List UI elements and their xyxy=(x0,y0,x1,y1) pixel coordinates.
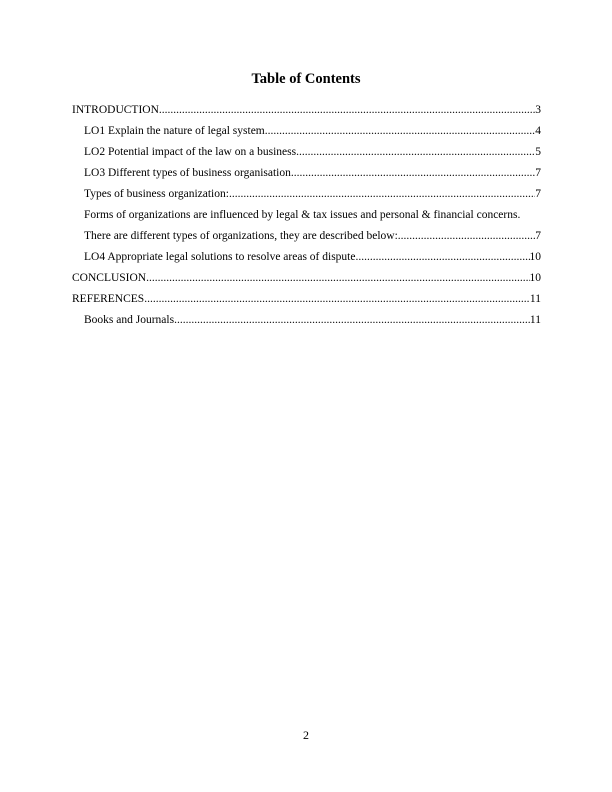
toc-entry-page: 5 xyxy=(535,146,541,158)
toc-entry-lo3[interactable] xyxy=(72,163,541,184)
toc-entry-label: LO1 Explain the nature of legal system xyxy=(84,125,265,137)
toc-dot-leader xyxy=(398,226,535,247)
toc-entry-forms-of-organizations[interactable] xyxy=(72,205,541,226)
toc-list xyxy=(72,100,541,331)
toc-entry-label: Books and Journals xyxy=(84,314,175,326)
toc-entry-page: 11 xyxy=(529,314,541,326)
toc-entry-page: 7 xyxy=(535,167,541,179)
toc-dot-leader xyxy=(159,100,535,121)
toc-entry-label: Forms of organizations are influenced by legal & tax issues and personal & financial concerns. xyxy=(84,209,521,221)
toc-entry-introduction[interactable] xyxy=(72,100,541,121)
toc-entry-label: LO3 Different types of business organisation xyxy=(84,167,291,179)
toc-dot-leader xyxy=(229,184,535,205)
toc-entry-page: 7 xyxy=(535,188,541,200)
toc-entry-label: LO2 Potential impact of the law on a business xyxy=(84,146,297,158)
toc-entry-page: 10 xyxy=(529,251,541,263)
toc-title: Table of Contents xyxy=(251,71,361,87)
toc-entry-references[interactable] xyxy=(72,289,541,310)
toc-entry-types-of-business[interactable] xyxy=(72,184,541,205)
toc-dot-leader xyxy=(291,163,535,184)
toc-entry-label: INTRODUCTION xyxy=(72,104,159,116)
toc-dot-leader xyxy=(296,142,535,163)
page-number: 2 xyxy=(303,728,309,742)
toc-entry-label: There are different types of organizations, they are described below: xyxy=(84,230,398,242)
toc-entry-page: 7 xyxy=(535,230,541,242)
toc-dot-leader xyxy=(355,247,529,268)
toc-dot-leader xyxy=(174,310,530,331)
toc-dot-leader xyxy=(144,289,530,310)
toc-entry-page: 11 xyxy=(529,293,541,305)
toc-entry-page: 3 xyxy=(535,104,541,116)
toc-entry-label: CONCLUSION xyxy=(72,272,147,284)
toc-entry-page: 10 xyxy=(529,272,541,284)
toc-entry-lo4[interactable] xyxy=(72,247,541,268)
toc-dot-leader xyxy=(265,121,535,142)
toc-entry-label: Types of business organization: xyxy=(84,188,229,200)
toc-entry-books-and-journals[interactable] xyxy=(72,310,541,331)
toc-entry-different-types[interactable] xyxy=(72,226,541,247)
toc-entry-lo2[interactable] xyxy=(72,142,541,163)
toc-entry-label: REFERENCES xyxy=(72,293,145,305)
toc-entry-page: 4 xyxy=(535,125,541,137)
toc-entry-label: LO4 Appropriate legal solutions to resolve areas of dispute xyxy=(84,251,356,263)
toc-entry-conclusion[interactable] xyxy=(72,268,541,289)
toc-entry-lo1[interactable] xyxy=(72,121,541,142)
toc-dot-leader xyxy=(146,268,529,289)
